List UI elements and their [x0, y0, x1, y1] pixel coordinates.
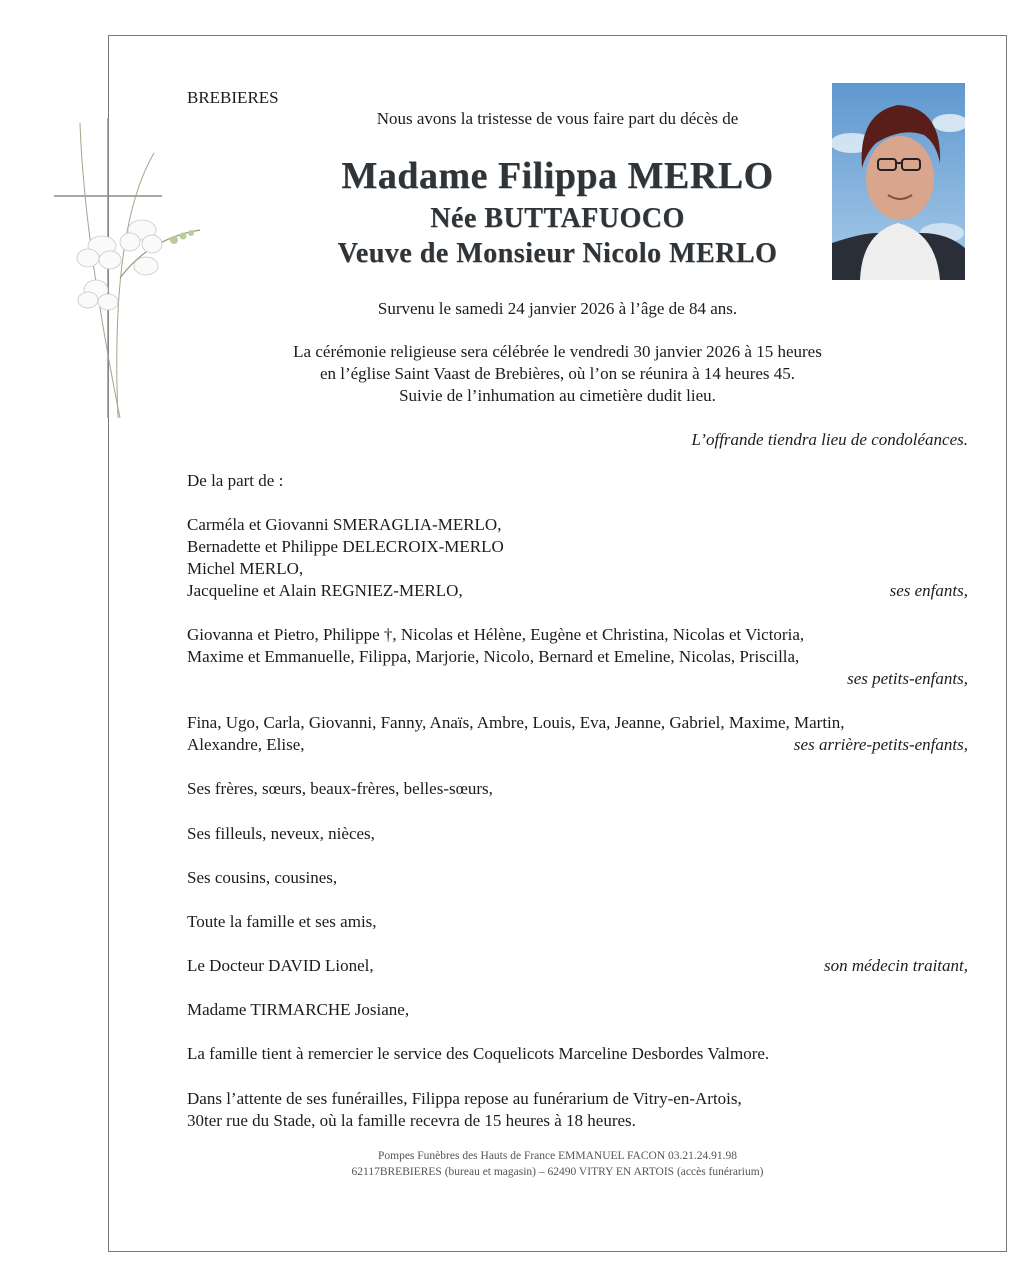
family-line: Jacqueline et Alain REGNIEZ-MERLO, — [187, 581, 463, 600]
location: BREBIERES — [187, 88, 279, 107]
family-line: Carméla et Giovanni SMERAGLIA-MERLO, — [187, 515, 502, 534]
maiden-name: Née BUTTAFUOCO — [430, 203, 685, 234]
footer-line: Pompes Funèbres des Hauts de France EMMANUEL FACON 03.21.24.91.98 — [377, 1150, 738, 1162]
from-label: De la part de : — [187, 471, 284, 490]
ceremony-line: en l’église Saint Vaast de Brebières, où l’on se réunira à 14 heures 45. — [319, 364, 796, 383]
relation-label: ses petits-enfants, — [847, 669, 968, 688]
family-line: Ses frères, sœurs, beaux-frères, belles-sœurs, — [187, 779, 493, 798]
family-line: Fina, Ugo, Carla, Giovanni, Fanny, Anaïs, Ambre, Louis, Eva, Jeanne, Gabriel, Maxime, Martin, — [187, 713, 845, 732]
rest-text: Dans l’attente de ses funérailles, Filippa repose au funérarium de Vitry-en-Artois, — [187, 1089, 742, 1108]
ceremony-line: Suivie de l’inhumation au cimetière dudit lieu. — [399, 386, 716, 405]
family-line: Toute la famille et ses amis, — [187, 912, 377, 931]
family-line: Michel MERLO, — [187, 559, 304, 578]
family-line: Ses cousins, cousines, — [187, 868, 338, 887]
footer-line: 62117BREBIERES (bureau et magasin) – 62490 VITRY EN ARTOIS (accès funérarium) — [351, 1166, 764, 1178]
rest-text: 30ter rue du Stade, où la famille recevra de 15 heures à 18 heures. — [187, 1111, 636, 1130]
deceased-name: Madame Filippa MERLO — [341, 155, 774, 197]
relation-label: ses arrière-petits-enfants, — [793, 735, 968, 754]
family-line: Madame TIRMARCHE Josiane, — [187, 1000, 410, 1019]
family-line: Giovanna et Pietro, Philippe †, Nicolas et Hélène, Eugène et Christina, Nicolas et Victoria, — [187, 625, 805, 644]
intro-text: Nous avons la tristesse de vous faire part du décès de — [376, 109, 739, 128]
offering-note: L’offrande tiendra lieu de condoléances. — [691, 430, 968, 449]
family-line: Maxime et Emmanuelle, Filippa, Marjorie, Nicolo, Bernard et Emeline, Nicolas, Priscilla, — [187, 647, 800, 666]
family-line: Alexandre, Elise, — [187, 735, 305, 754]
family-line: Bernadette et Philippe DELECROIX-MERLO — [187, 537, 504, 556]
widow-of: Veuve de Monsieur Nicolo MERLO — [337, 238, 778, 269]
family-line: Ses filleuls, neveux, nièces, — [187, 824, 375, 843]
death-notice: Survenu le samedi 24 janvier 2026 à l’âge de 84 ans. — [377, 299, 738, 318]
relation-label: son médecin traitant, — [823, 956, 968, 975]
ceremony-line: La cérémonie religieuse sera célébrée le vendredi 30 janvier 2026 à 15 heures — [293, 342, 822, 361]
family-line: Le Docteur DAVID Lionel, — [187, 956, 374, 975]
thanks-text: La famille tient à remercier le service des Coquelicots Marceline Desbordes Valmore. — [187, 1044, 770, 1063]
relation-label: ses enfants, — [889, 581, 968, 600]
